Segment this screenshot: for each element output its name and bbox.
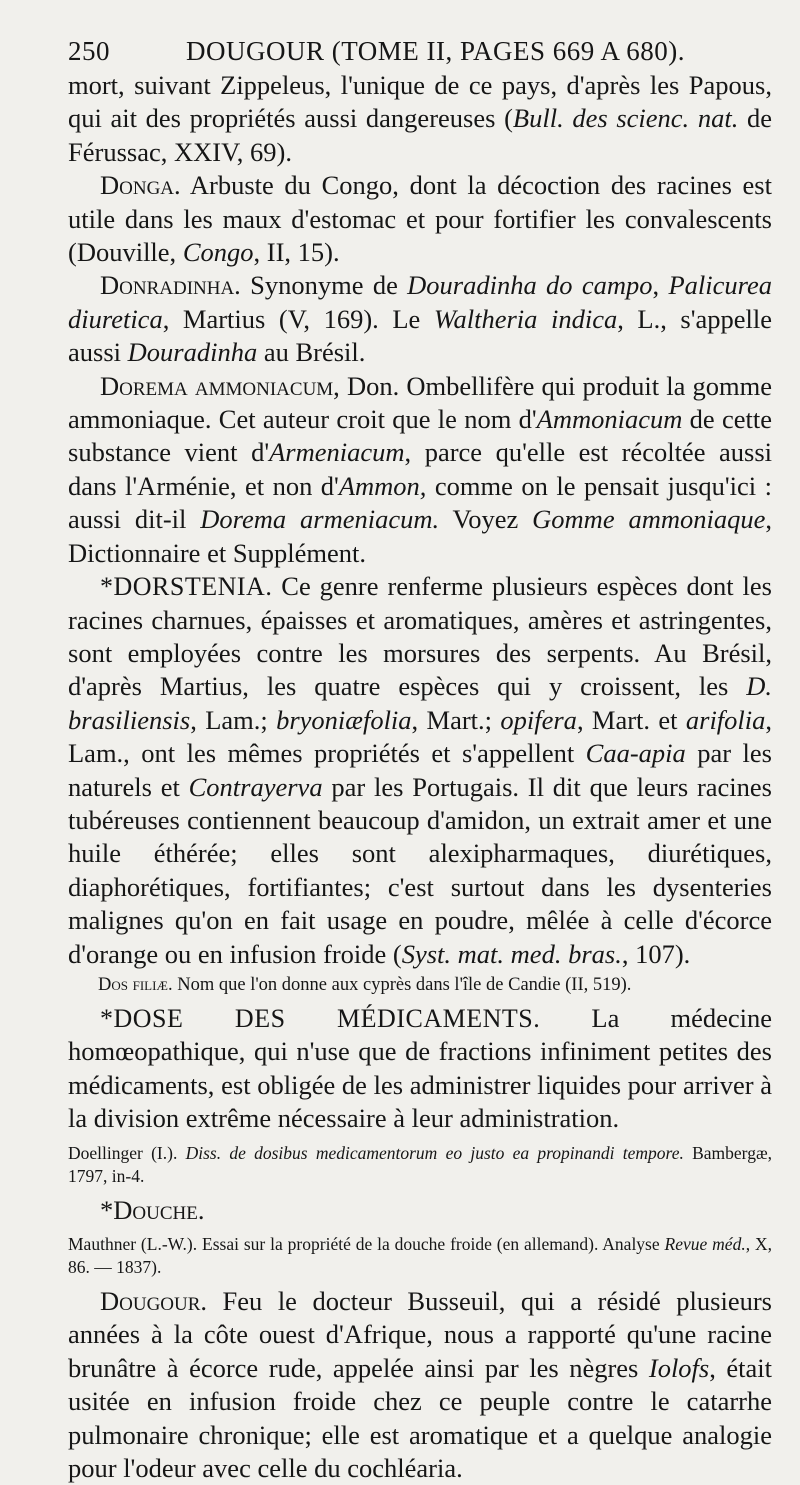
species: Douradinha do campo [407,270,653,301]
species: Palicurea diuretica [68,270,773,334]
text: , était usitée en infusion froide chez ce peuple contre le catarrhe pulmonaire chronique; elle est aromatique et a quelque analogie pour l'odeur avec celle du cochléaria. [68,1352,772,1484]
text: de [738,103,772,134]
text: , Lam., ont les mêmes propriétés et s'appellent [68,704,773,769]
species: Ammoniacum [536,404,683,435]
text: , X, 86. — 1837). [68,1234,772,1277]
species: Douradinha [127,337,258,368]
text: Voyez [439,504,533,535]
bibliography-mauthner [68,1233,772,1279]
text: Bambergæ, 1797, in-4. [68,1142,772,1186]
citation: Syst. mat. med. bras. [401,938,622,969]
species: Ammon, [338,470,427,501]
text: , Martius (V, 169). Le [162,303,434,334]
text: , [652,270,669,301]
vernacular-name: Contrayerva [188,771,323,802]
species: Waltheria indica [433,303,618,334]
page-number: 250 [68,36,110,66]
text: de cette substance vient d' [68,404,772,468]
text: Nom que l'on donne aux cyprès dans l'île de Candie (II, 519). [172,974,632,995]
species: bryoniæfolia [276,704,412,735]
entry-douche [68,1194,772,1227]
running-title: DOUGOUR (TOME II, PAGES 669 A 680). [186,36,686,66]
entry-term: Donga. [100,170,181,201]
text: au Brésil. [257,337,366,368]
entry-dougour [68,1285,772,1485]
vernacular-name: Iolofs [648,1352,710,1383]
species: Armeniacum [269,437,405,468]
entry-term: *DOSE DES MÉDICAMENTS. [100,1003,541,1033]
text: qui ait des propriétés aussi dangereuses ( [68,103,513,134]
entry-term: *Douche. [100,1194,205,1225]
vernacular-name: Caa-apia [585,738,686,769]
work-title: Diss. de dosibus medicamentorum eo justo ea propinandi tempore. [185,1142,684,1163]
entry-term: Dorema ammoniacum, [100,370,340,401]
entry-term: Dougour. [100,1286,208,1316]
text: mort, suivant Zippeleus, l'unique de ce pays, d'après les Papous, [68,70,772,100]
entry-dorstenia [68,570,772,971]
text: , Mart. et [576,704,686,735]
text: Don. Ombellifère qui produit la gomme ammoniaque. Cet auteur croit que le nom d' [68,370,772,435]
text: , Dictionnaire et Supplément. [68,504,772,568]
entry-term: Dos filiæ. [98,974,173,995]
species: Dorema armeniacum. [200,504,440,535]
species: D. brasiliensis [68,671,772,735]
citation: Bull. des scienc. nat. [512,103,739,134]
text: , Lam.; [190,704,277,735]
page-header [68,36,772,67]
text: , 107). [621,938,691,969]
text: par les Portugais. Il dit que leurs racines tubéreuses contiennent beaucoup d'amidon, un extrait amer et une huile éthérée; elles sont alexipharmaques, diurétiques, diaphorétiques, fortifiantes; c'est surtout dans les dysenteries malignes qu'on en fait usage en poudre, mêlée à celle d'écorce d'orange ou en infusion froide ( [68,771,772,969]
text: Ce genre renferme plusieurs espèces dont les racines charnues, épaisses et aromatiques, amères et astringentes, sont employées contre les morsures des serpents. Au Brésil, d'après Martius, les quatre espèces qui y croissent, les [68,571,772,702]
text: La médecine homœopathique, qui n'use que de fractions infiniment petites des médicaments, est obligée de les administrer liquides pour arriver à la division extrême nécessaire à leur administration. [68,1002,772,1134]
journal: Revue méd. [664,1234,746,1254]
species: arifolia [685,704,766,735]
entry-dos-filiae [68,973,772,998]
entry-term: *DORSTENIA. [100,572,273,602]
text: , II, 15). [253,237,340,268]
entry-dose-des-medicaments [68,1002,772,1136]
text: , parce qu'elle est récoltée aussi dans l'Arménie, et non d' [68,437,772,501]
text: , Mart.; [411,704,501,735]
citation: Congo [182,237,254,268]
text: par les naturels et [68,738,772,802]
text: Mauthner (L.-W.). Essai sur la propriété de la douche froide (en allemand). Analyse [68,1234,665,1254]
text: , L., s'appelle aussi [68,303,772,368]
text: Synonyme de [240,270,408,301]
author: Doellinger (I.). [68,1142,186,1163]
species: opifera [500,704,577,735]
entry-donga [68,169,772,269]
entry-dorema [68,370,772,570]
text: Feu le docteur Busseuil, qui a résidé plusieurs années à la côte ouest d'Afrique, nous a rapporté qu'une racine brunâtre à écorce rude, appelée ainsi par les nègres [68,1286,772,1383]
continued-entry [68,69,772,169]
entry-donradinha [68,269,772,369]
cross-reference: Gomme ammoniaque [532,504,766,535]
text: Arbuste du Congo, dont la décoction des racines est utile dans les maux d'estomac et pour fortifier les convalescents (Douville, [68,170,772,268]
bibliography-doellinger [68,1142,772,1188]
text: comme on le pensait jusqu'ici : aussi dit-il [68,470,772,535]
entry-term: Donradinha. [100,270,241,301]
text: Férussac, XXIV, 69). [68,136,292,167]
